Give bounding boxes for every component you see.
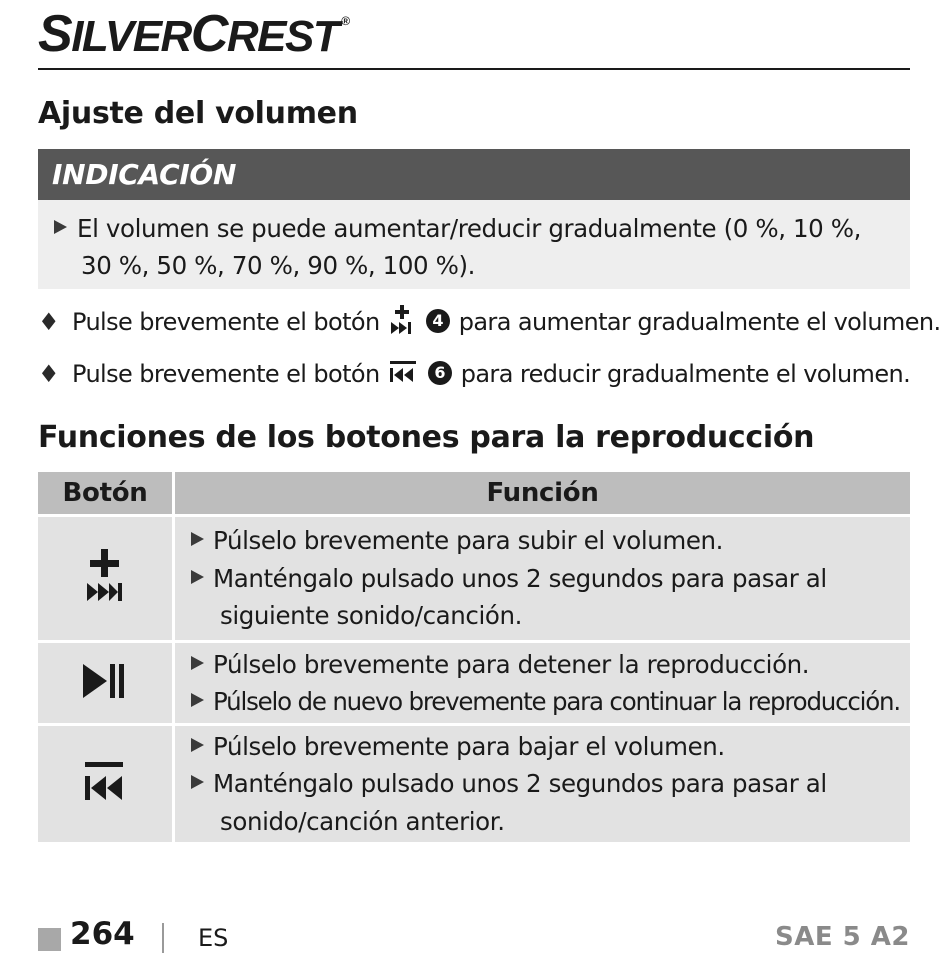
arrow-bullet-icon: [191, 570, 204, 584]
diamond-bullet-icon: ♦: [38, 308, 59, 336]
note-header: INDICACIÓN: [38, 149, 910, 200]
function-cell: [175, 640, 910, 723]
diamond-bullet-icon: ♦: [38, 360, 59, 388]
function-line: Púlselo brevemente para subir el volumen.: [191, 522, 910, 560]
bullet-volume-down: ♦ Pulse brevemente el botón 6 para reducir gradualmente el volumen.: [38, 360, 911, 388]
function-line: Manténgalo pulsado unos 2 segundos para pasar al: [191, 765, 910, 803]
bullet-volume-up: ♦ Pulse brevemente el botón 4 para aumentar gradualmente el volumen.: [38, 307, 941, 339]
play-pause-icon: [81, 661, 129, 701]
button-number-badge: 4: [426, 309, 450, 333]
table-row: [38, 723, 910, 842]
volume-down-previous-icon: [389, 360, 417, 384]
note-line-1: El volumen se puede aumentar/reducir gradualmente (0 %, 10 %,: [77, 214, 862, 243]
function-line-continued: siguiente sonido/canción.: [220, 601, 523, 631]
arrow-bullet-icon: [54, 220, 67, 234]
function-line-continued: sonido/canción anterior.: [220, 806, 505, 836]
arrow-bullet-icon: [191, 775, 204, 789]
volume-up-next-icon: [389, 304, 415, 336]
button-cell: [38, 514, 175, 640]
button-cell: [38, 640, 175, 723]
function-cell: [175, 723, 910, 842]
model-number: SAE 5 A2: [774, 922, 910, 952]
function-cell: [175, 514, 910, 640]
table-row: [38, 514, 910, 640]
volume-up-next-icon: [84, 547, 126, 607]
table-header-row: [38, 472, 910, 514]
function-line: Púlselo brevemente para detener la reproducción.: [191, 646, 910, 684]
language-code: ES: [198, 924, 229, 952]
arrow-bullet-icon: [191, 656, 204, 670]
function-line: Manténgalo pulsado unos 2 segundos para pasar al: [191, 560, 910, 598]
button-cell: [38, 723, 175, 842]
footer-square-marker: [38, 928, 61, 951]
volume-section-title: Ajuste del volumen: [38, 96, 358, 131]
button-number-badge: 6: [428, 361, 452, 385]
footer-divider: [162, 923, 164, 953]
column-header-button: Botón: [38, 472, 175, 514]
arrow-bullet-icon: [191, 532, 204, 546]
table-row: [38, 640, 910, 723]
brand-logo: SILVERCREST ®: [38, 5, 349, 63]
function-line: Púlselo de nuevo brevemente para continuar la reproducción.: [191, 683, 910, 721]
button-functions-table: [38, 472, 910, 842]
function-line: Púlselo brevemente para bajar el volumen.: [191, 728, 910, 766]
header-rule: [38, 68, 910, 70]
arrow-bullet-icon: [191, 693, 204, 707]
note-line-2: 30 %, 50 %, 70 %, 90 %, 100 %).: [81, 251, 476, 280]
page-number: 264: [70, 916, 135, 952]
volume-down-previous-icon: [82, 760, 128, 804]
column-header-function: Función: [175, 472, 910, 514]
functions-section-title: Funciones de los botones para la reproducción: [38, 420, 815, 455]
arrow-bullet-icon: [191, 738, 204, 752]
note-body: [38, 200, 910, 289]
